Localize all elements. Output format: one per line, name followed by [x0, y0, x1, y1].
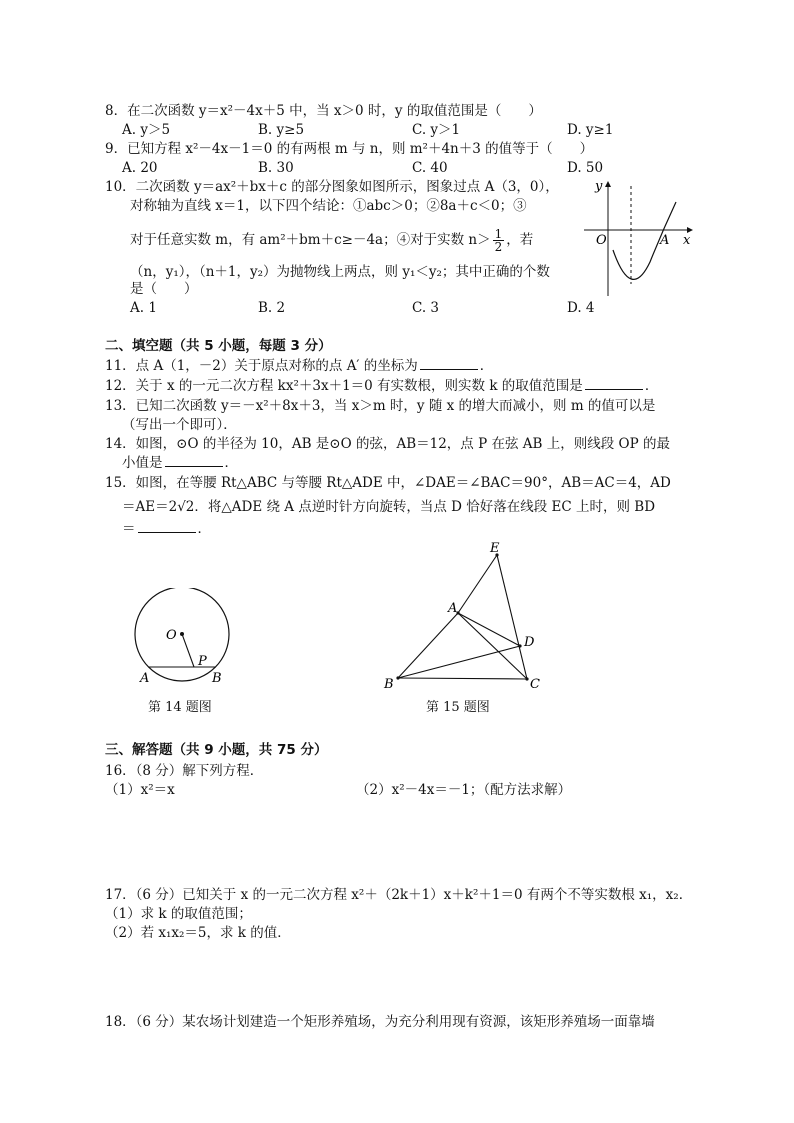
q15-answer-blank[interactable]	[138, 520, 196, 533]
q8-stem: 8．在二次函数 y＝x²－4x＋5 中，当 x＞0 时，y 的取值范围是（ ）	[105, 103, 542, 119]
q10-line-1: 10．二次函数 y＝ax²＋bx＋c 的部分图象如图所示，图象过点 A（3，0），	[105, 179, 559, 195]
segment-ad	[458, 613, 520, 646]
figure-14-caption: 第 14 题图	[148, 700, 212, 715]
segment-ac	[458, 613, 527, 679]
segment-ea	[458, 555, 497, 613]
q10-option-c: C. 3	[412, 300, 440, 316]
q13-line-2: （写出一个即可）．	[122, 417, 237, 433]
q10-line-5: 是（ ）	[130, 281, 198, 297]
label-b: B	[384, 677, 394, 692]
label-o: O	[166, 628, 177, 643]
q8-option-d: D. y≥1	[567, 122, 614, 138]
q18-stem: 18．（6 分）某农场计划建造一个矩形养殖场，为充分利用现有资源，该矩形养殖场一面靠墙	[105, 1014, 655, 1030]
q10-line-3-text: 对于任意实数 m，有 am²＋bm＋c≥－4a；④对于实数 n＞	[130, 232, 491, 248]
segment-bd	[398, 646, 520, 678]
fraction-one-half: $\frac{1}{2}$	[494, 227, 503, 254]
label-b: B	[212, 671, 222, 686]
label-a: A	[140, 671, 150, 686]
q17-part-1: （1）求 k 的取值范围；	[105, 906, 252, 922]
q16-part-1: （1）x²＝x	[105, 782, 175, 798]
section-2-title: 二、填空题（共 5 小题，每题 3 分）	[105, 338, 332, 354]
label-p: P	[198, 654, 207, 669]
figure-14-circle	[128, 588, 238, 692]
parabola-graph	[580, 172, 700, 302]
q12-answer-blank[interactable]	[585, 377, 643, 390]
q11-answer-blank[interactable]	[420, 357, 478, 370]
q16-stem: 16．（8 分）解下列方程．	[105, 763, 264, 779]
q15-line-1: 15．如图，在等腰 Rt△ABC 与等腰 Rt△ADE 中，∠DAE＝∠BAC＝90°，AB＝AC＝4，AD	[105, 475, 671, 491]
segment-op	[182, 634, 194, 667]
q14-line-1: 14．如图，⊙O 的半径为 10，AB 是⊙O 的弦，AB＝12，点 P 在弦 AB 上，则线段 OP 的最	[105, 436, 670, 452]
graph-label-a: A	[660, 233, 670, 248]
label-e: E	[490, 541, 500, 556]
q10-line-3	[130, 228, 533, 253]
q17-stem: 17．（6 分）已知关于 x 的一元二次方程 x²＋（2k＋1）x＋k²＋1＝0 有两个不等实数根 x₁，x₂．	[105, 887, 693, 903]
figure-15-triangles	[380, 540, 550, 692]
q9-option-b: B. 30	[258, 160, 294, 176]
q9-option-d: D. 50	[567, 160, 604, 176]
q13-line-1: 13．已知二次函数 y＝－x²＋8x＋3，当 x＞m 时，y 随 x 的增大而减小，则 m 的值可以是	[105, 398, 656, 414]
q16-part-2: （2）x²－4x＝－1；（配方法求解）	[356, 782, 572, 798]
q14-line-2: 小值是 ．	[122, 455, 238, 471]
q9-option-c: C. 40	[412, 160, 448, 176]
graph-label-origin: O	[596, 233, 607, 248]
q8-option-a: A. y＞5	[122, 122, 171, 138]
q12: 12．关于 x 的一元二次方程 kx²＋3x＋1＝0 有实数根，则实数 k 的取值范围是 ．	[105, 378, 659, 394]
q9-option-a: A. 20	[122, 160, 158, 176]
q10-option-a: A. 1	[130, 300, 157, 316]
label-a: A	[448, 601, 458, 616]
q14-answer-blank[interactable]	[165, 454, 223, 467]
label-d: D	[524, 635, 535, 650]
label-c: C	[530, 677, 540, 692]
q10-option-b: B. 2	[258, 300, 286, 316]
graph-label-y: y	[595, 179, 603, 194]
q10-line-3-tail: ，若	[506, 232, 534, 248]
q10-line-4: （n，y₁），（n＋1，y₂）为抛物线上两点，则 y₁＜y₂；其中正确的个数	[130, 264, 550, 280]
q15-line-3: ＝ ．	[122, 521, 211, 537]
q8-option-b: B. y≥5	[258, 122, 305, 138]
q10-option-d: D. 4	[567, 300, 595, 316]
section-3-title: 三、解答题（共 9 小题，共 75 分）	[105, 742, 328, 758]
q10-line-2: 对称轴为直线 x＝1，以下四个结论：①abc＞0；②8a＋c＜0；③	[130, 198, 527, 214]
q8-option-c: C. y＞1	[412, 122, 461, 138]
q15-line-2: ＝AE＝2√2．将△ADE 绕 A 点逆时针方向旋转，当点 D 恰好落在线段 EC 上时，则 BD	[122, 499, 656, 515]
q9-stem: 9．已知方程 x²－4x－1＝0 的有两根 m 与 n，则 m²＋4n＋3 的值等于（ ）	[105, 141, 594, 157]
segment-ab	[398, 613, 458, 678]
figure-15-caption: 第 15 题图	[426, 700, 490, 715]
q17-part-2: （2）若 x₁x₂＝5，求 k 的值．	[105, 925, 291, 941]
q11: 11．点 A（1，－2）关于原点对称的点 A′ 的坐标为 ．	[105, 358, 494, 374]
segment-ec	[497, 555, 527, 679]
graph-label-x: x	[683, 233, 691, 248]
segment-bc	[398, 678, 527, 679]
